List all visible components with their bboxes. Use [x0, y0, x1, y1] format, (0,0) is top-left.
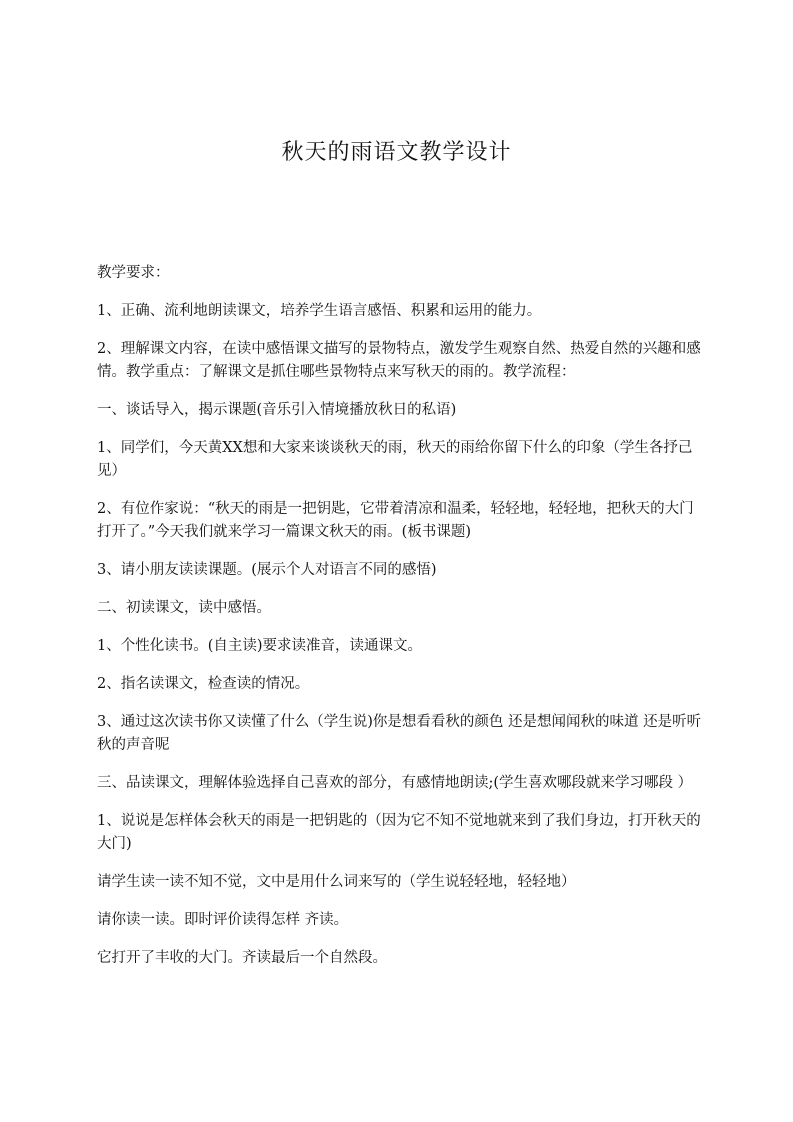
document-title: 秋天的雨语文教学设计: [281, 140, 512, 165]
paragraph-section-2-item-1: 1、个性化读书。(自主读)要求读准音，读通课文。: [97, 638, 423, 654]
paragraph-section-3-item-1: 1、说说是怎样体会秋天的雨是一把钥匙的（因为它不知不觉地就来到了我们身边，打开秋天的大门): [97, 813, 701, 852]
paragraph-section-2-item-2: 2、指名读课文，检查读的情况。: [97, 676, 310, 692]
paragraph-teaching-requirements-heading: 教学要求：: [97, 265, 170, 281]
paragraph-section-2-item-3: 3、通过这次读书你又读懂了什么（学生说)你是想看看秋的颜色 还是想闻闻秋的味道 还是听听秋的声音呢: [97, 714, 702, 753]
paragraph-requirement-1: 1、正确、流利地朗读课文，培养学生语言感悟、积累和运用的能力。: [97, 303, 542, 319]
document-body: [97, 262, 705, 985]
paragraph-section-2-heading: 二、初读课文，读中感悟。: [97, 600, 271, 616]
paragraph-section-1-item-1: 1、同学们，今天黄XX想和大家来谈谈秋天的雨，秋天的雨给你留下什么的印象（学生各抒己见）: [97, 440, 693, 479]
paragraph-section-3-prompt-3: 它打开了丰收的大门。齐读最后一个自然段。: [97, 950, 387, 966]
paragraph-section-3-prompt-2: 请你读一读。即时评价读得怎样 齐读。: [97, 912, 349, 928]
paragraph-section-1-item-2: 2、有位作家说：“秋天的雨是一把钥匙，它带着清凉和温柔，轻轻地，轻轻地，把秋天的大门打开了。”今天我们就来学习一篇课文秋天的雨。(板书课题): [97, 501, 694, 540]
paragraph-section-3-heading: 三、品读课文，理解体验选择自己喜欢的部分，有感情地朗读;(学生喜欢哪段就来学习哪段 ）: [97, 775, 693, 791]
paragraph-section-1-item-3: 3、请小朋友读读课题。(展示个人对语言不同的感悟): [97, 562, 437, 578]
paragraph-requirement-2: 2、理解课文内容，在读中感悟课文描写的景物特点，激发学生观察自然、热爱自然的兴趣和感情。教学重点：了解课文是抓住哪些景物特点来写秋天的雨的。教学流程：: [97, 341, 701, 380]
paragraph-section-3-prompt-1: 请学生读一读不知不觉，文中是用什么词来写的（学生说轻轻地，轻轻地）: [97, 874, 576, 890]
paragraph-section-1-heading: 一、谈话导入，揭示课题(音乐引入情境播放秋日的私语): [97, 402, 457, 418]
